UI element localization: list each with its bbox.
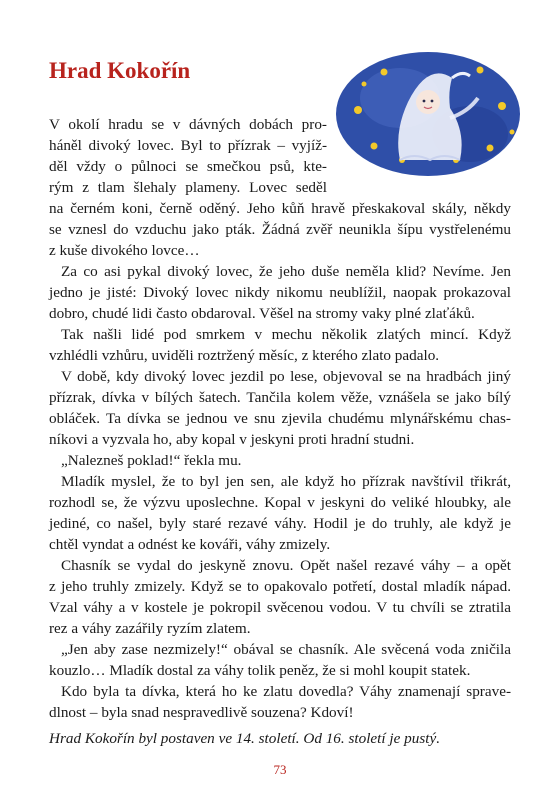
text-line: na černém koni, černě oděný. Jeho kůň hravě přeskakoval skály, někdy [49,200,511,217]
footnote: Hrad Kokořín byl postaven ve 14. století. Od 16. století je pustý. [49,730,441,747]
text-line: děl vždy o půlnoci se smečkou psů, kte- [49,158,327,175]
text-line: Tak našli lidé pod smrkem v mechu několik zlatých mincí. Když [61,326,511,343]
text-line: přízrak, dívka v bílých šatech. Tančila kolem věže, vznášela se jako bílý [49,389,511,406]
text-line: z jeho truhly zmizely. Když se to opakovalo potřetí, dostal mladík nápad. [49,578,511,595]
text-line: „Nalezneš poklad!“ řekla mu. [61,452,242,469]
text-line: níkovi a vyzvala ho, aby kopal v jeskyni proti hradní studni. [49,431,415,448]
text-line: rez a váhy zazářily ryzím zlatem. [49,620,251,637]
text-line: dlnost – byla snad nespravedlivě souzena? Kdoví! [49,704,354,721]
ghost-girl-night-sky-illustration [330,48,522,180]
text-line: V okolí hradu se v dávných dobách pro- [49,116,327,133]
page-title: Hrad Kokořín [49,58,191,83]
text-line: kouzlo… Mladík dostal za váhy tolik peněz, že si mohl koupit statek. [49,662,471,679]
page-number: 73 [273,762,287,777]
text-line: Za co asi pykal divoký lovec, že jeho duše neměla klid? Nevíme. Jen [61,263,511,280]
text-line: chtěl vyndat a odnést ke kováři, váhy zmizely. [49,536,331,553]
text-line: rozhodl se, že výzvu uposlechne. Kopal v jeskyni do veliké hloubky, ale [49,494,511,511]
text-line: Vzal váhy a v kostele je pokropil svěcenou vodou. V tu chvíli se ztratila [49,599,511,616]
text-line: Chasník se vydal do jeskyně znovu. Opět našel rezavé váhy – a opět [61,557,511,574]
text-line: „Jen aby zase nezmizely!“ obával se chasník. Ale svěcená voda zničila [61,641,511,658]
text-line: se vznesl do vzduchu jako pták. Žádná zvěř neunikla šípu vystřelenému [49,221,511,238]
text-line: obláček. Ta dívka se jednou ve snu zjevila chudému mlynářskému chas- [49,410,511,427]
text-line: vzhlédli vzhůru, uviděli roztržený měsíc, z kterého zlato padalo. [49,347,440,364]
text-line: V době, kdy divoký lovec jezdil po lese, objevoval se na hradbách jiný [61,368,511,385]
text-line: Mladík myslel, že to byl jen sen, ale když ho přízrak navštívil třikrát, [61,473,511,490]
text-line: háněl divoký lovec. Byl to přízrak – vyjíž- [49,137,327,154]
text-line: Kdo byla ta dívka, která ho ke zlatu dovedla? Váhy znamenají sprave- [61,683,511,700]
text-line: rým z tlam šlehaly plameny. Lovec seděl [49,179,327,196]
text-line: jediné, co našel, byly staré rezavé váhy. Hodil je do truhly, ale když je [49,515,511,532]
text-line: jedno je jisté: Divoký lovec nikdy nikomu neublížil, naopak prokazoval [49,284,511,301]
text-line: dobro, chudé lidi často obdaroval. Věšel na stromy vaky plné zlaťáků. [49,305,475,322]
text-line: z kuše divokého lovce… [49,242,200,259]
